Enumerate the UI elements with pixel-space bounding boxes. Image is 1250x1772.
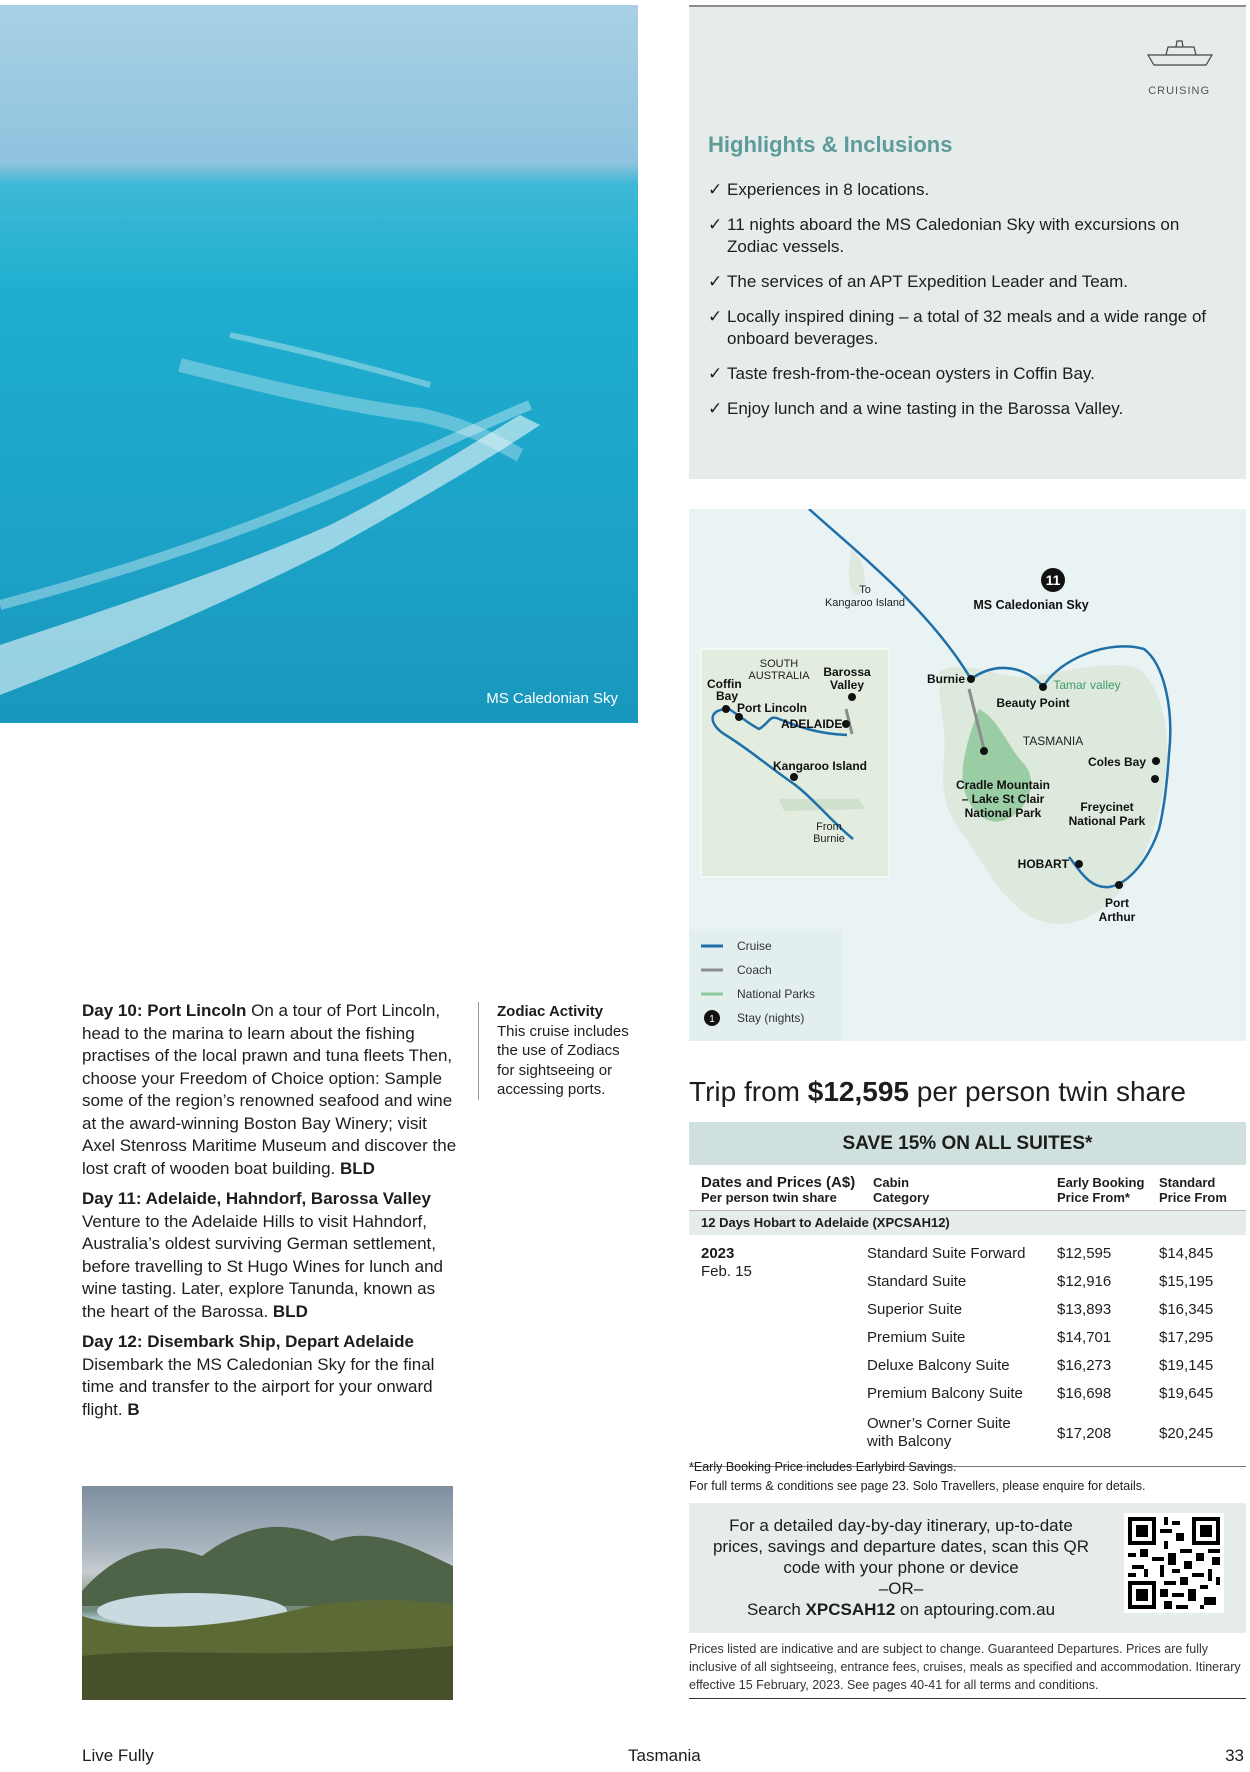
route-row: 12 Days Hobart to Adelaide (XPCSAH12)	[689, 1211, 1246, 1235]
check-icon: ✓	[708, 272, 723, 291]
zodiac-sidebar	[478, 1002, 638, 1100]
footer-section: Tasmania	[628, 1746, 701, 1765]
meals: BLD	[272, 1301, 308, 1321]
adelaide-stop	[842, 720, 850, 728]
highlight-item: ✓ Locally inspired dining – a total of 32 meals and a wide range of onboard beverages.	[708, 307, 1207, 348]
cradle-label-3: National Park	[964, 806, 1042, 820]
trip-price-heading: Trip from $12,595 per person twin share	[689, 1076, 1187, 1107]
qr-code-icon	[1124, 1513, 1224, 1613]
table-row: Standard Suite $12,916 $15,195	[867, 1273, 1214, 1290]
legend-stay-label: Stay (nights)	[737, 1011, 805, 1025]
highlight-item: ✓ Taste fresh-from-the-ocean oysters in Coffin Bay.	[708, 364, 1095, 383]
tasmania-label: TASMANIA	[1022, 734, 1084, 748]
table-row: Superior Suite $13,893 $16,345	[867, 1301, 1214, 1318]
barossa-label: Barossa	[823, 665, 871, 679]
qr-info-box	[689, 1503, 1246, 1633]
hobart-stop	[1075, 860, 1083, 868]
day-heading: Day 10: Port Lincoln	[82, 1001, 247, 1020]
route-map-svg	[689, 509, 1246, 1041]
highlights-title: Highlights & Inclusions	[708, 132, 953, 157]
highlight-item: ✓ Experiences in 8 locations.	[708, 180, 930, 199]
table-row: Premium Balcony Suite $16,698 $19,645	[867, 1385, 1214, 1402]
check-icon: ✓	[708, 180, 723, 199]
coffin-bay-stop	[722, 705, 730, 713]
price-table	[689, 1122, 1246, 1467]
qr-instructions: For a detailed day-by-day itinerary, up-to-date prices, savings and departure dates, scan this QR code with your phone or device –OR– Search XPCSAH12 on aptouring.com.au	[712, 1516, 1090, 1619]
ocean-surf-illustration	[0, 5, 638, 723]
coffin-bay-label: Coffin	[707, 677, 742, 691]
col-early: Early Booking Price From*	[1057, 1175, 1145, 1205]
tamar-valley-label: Tamar valley	[1053, 678, 1121, 692]
legend-coach-label: Coach	[737, 963, 772, 977]
cradle-stop	[980, 747, 988, 755]
hobart-label: HOBART	[1017, 857, 1069, 871]
check-icon: ✓	[708, 364, 723, 383]
disclaimer: Prices listed are indicative and are subject to change. Guaranteed Departures. Prices are fully inclusive of all sightseeing, entrance fees, cruises, meals as specified and accommodation. Itinerary effective 15 February, 2023. See pages 40-41 for all terms and conditions.	[689, 1640, 1246, 1699]
coles-bay-label: Coles Bay	[1087, 755, 1146, 769]
day-10: Day 10: Port Lincoln On a tour of Port Lincoln, head to the marina to learn about the fishing practises of the local prawn and tuna fleets Then, choose your Freedom of Choice option: Sample some of the region’s renowned seafood and wine at the award-winning Boston Bay Winery; visit Axel Stenross Maritime Museum and discover the lost craft of wooden boat building. BLD	[82, 1001, 457, 1178]
to-kangaroo-label: To	[859, 584, 871, 596]
adelaide-label: ADELAIDE	[781, 717, 843, 731]
highlight-item: ✓ The services of an APT Expedition Leader and Team.	[708, 272, 1129, 291]
to-kangaroo-label-2: Kangaroo Island	[824, 597, 906, 609]
zodiac-text: This cruise includes the use of Zodiacs for sightseeing or accessing ports.	[497, 1022, 629, 1098]
coles-bay-stop	[1152, 757, 1160, 765]
save-banner: SAVE 15% ON ALL SUITES*	[689, 1122, 1246, 1165]
table-row: Premium Suite $14,701 $17,295	[867, 1329, 1214, 1346]
day-heading: Day 11: Adelaide, Hahndorf, Barossa Valley	[82, 1189, 431, 1208]
ship-name-label: MS Caledonian Sky	[973, 598, 1089, 612]
trip-price: $12,595	[807, 1076, 909, 1107]
barossa-label-2: Valley	[829, 678, 865, 692]
beauty-point-stop	[1039, 683, 1047, 691]
legend-parks-label: National Parks	[737, 987, 816, 1001]
departure-year: 2023	[701, 1245, 735, 1262]
col-dates: Dates and Prices (A$) Per person twin share	[701, 1174, 856, 1205]
table-row: Standard Suite Forward $12,595 $14,845	[867, 1245, 1214, 1262]
legend-stay-number: 1	[709, 1014, 715, 1025]
cradle-label: Cradle Mountain	[955, 778, 1051, 792]
day-11: Day 11: Adelaide, Hahndorf, Barossa Valley Venture to the Adelaide Hills to visit Hahndorf, Australia’s oldest surviving German settlement, before travelling to St Hugo Wines for lunch and wine tasting. Later, explore Tanunda, known as the heart of the Barossa. BLD	[82, 1188, 462, 1323]
table-row: Owner’s Corner Suite with Balcony $17,208 $20,245	[867, 1415, 1214, 1450]
hero-caption: MS Caledonian Sky	[486, 690, 618, 707]
highlight-item: ✓ Enjoy lunch and a wine tasting in the Barossa Valley.	[708, 399, 1124, 418]
route-map	[689, 509, 1246, 1041]
qr-code[interactable]	[1124, 1513, 1224, 1613]
kangaroo-island-label: Kangaroo Island	[773, 759, 868, 773]
check-icon: ✓	[708, 399, 723, 418]
burnie-stop	[967, 675, 975, 683]
table-header	[689, 1165, 1246, 1211]
sa-label: SOUTH	[759, 658, 799, 670]
port-lincoln-label: Port Lincoln	[737, 701, 807, 715]
port-arthur-label-2: Arthur	[1098, 910, 1136, 924]
day-12: Day 12: Disembark Ship, Depart Adelaide Disembark the MS Caledonian Sky for the final time and transfer to the airport for your onward flight. B	[82, 1331, 462, 1421]
day-heading: Day 12: Disembark Ship, Depart Adelaide	[82, 1332, 414, 1351]
highlights-panel	[689, 5, 1246, 479]
kangaroo-island-stop	[790, 773, 798, 781]
freycinet-label: Freycinet	[1080, 800, 1134, 814]
departure-date: Feb. 15	[701, 1263, 752, 1280]
port-arthur-label: Port	[1105, 896, 1129, 910]
coffin-bay-label-2: Bay	[716, 689, 739, 703]
hero-ocean-image	[0, 5, 638, 723]
landscape-illustration	[82, 1486, 453, 1700]
footer-brand: Live Fully	[82, 1746, 154, 1765]
sa-label-2: AUSTRALIA	[748, 670, 810, 682]
highlights-list	[708, 179, 1228, 433]
col-standard: Standard Price From	[1159, 1175, 1227, 1205]
cradle-label-2: – Lake St Clair	[961, 792, 1045, 806]
from-burnie-label-2: Burnie	[813, 833, 845, 845]
barossa-stop	[848, 693, 856, 701]
table-row: Deluxe Balcony Suite $16,273 $19,145	[867, 1357, 1214, 1374]
freycinet-stop	[1151, 775, 1159, 783]
beauty-point-label: Beauty Point	[996, 696, 1070, 710]
stay-count: 11	[1045, 572, 1061, 588]
port-arthur-stop	[1115, 881, 1123, 889]
price-footnote: *Early Booking Price includes Earlybird Savings. For full terms & conditions see page 23. Solo Travellers, please enquire for details.	[689, 1460, 1146, 1493]
highlight-item: ✓ 11 nights aboard the MS Caledonian Sky with excursions on Zodiac vessels.	[708, 215, 1180, 256]
meals: B	[127, 1399, 140, 1419]
category-label: CRUISING	[1148, 85, 1210, 97]
legend-cruise-label: Cruise	[737, 939, 772, 953]
page-number: 33	[1225, 1746, 1244, 1765]
from-burnie-label: From	[816, 821, 842, 833]
itinerary-text	[82, 1000, 462, 1429]
wineglass-bay-photo	[82, 1486, 453, 1700]
check-icon: ✓	[708, 215, 723, 234]
burnie-label: Burnie	[927, 672, 966, 686]
col-cabin: Cabin Category	[873, 1175, 930, 1205]
zodiac-title: Zodiac Activity	[497, 1003, 604, 1020]
table-body	[689, 1235, 1246, 1467]
meals: BLD	[340, 1158, 375, 1178]
check-icon: ✓	[708, 307, 723, 326]
freycinet-label-2: National Park	[1068, 814, 1146, 828]
ship-icon	[1146, 37, 1218, 69]
